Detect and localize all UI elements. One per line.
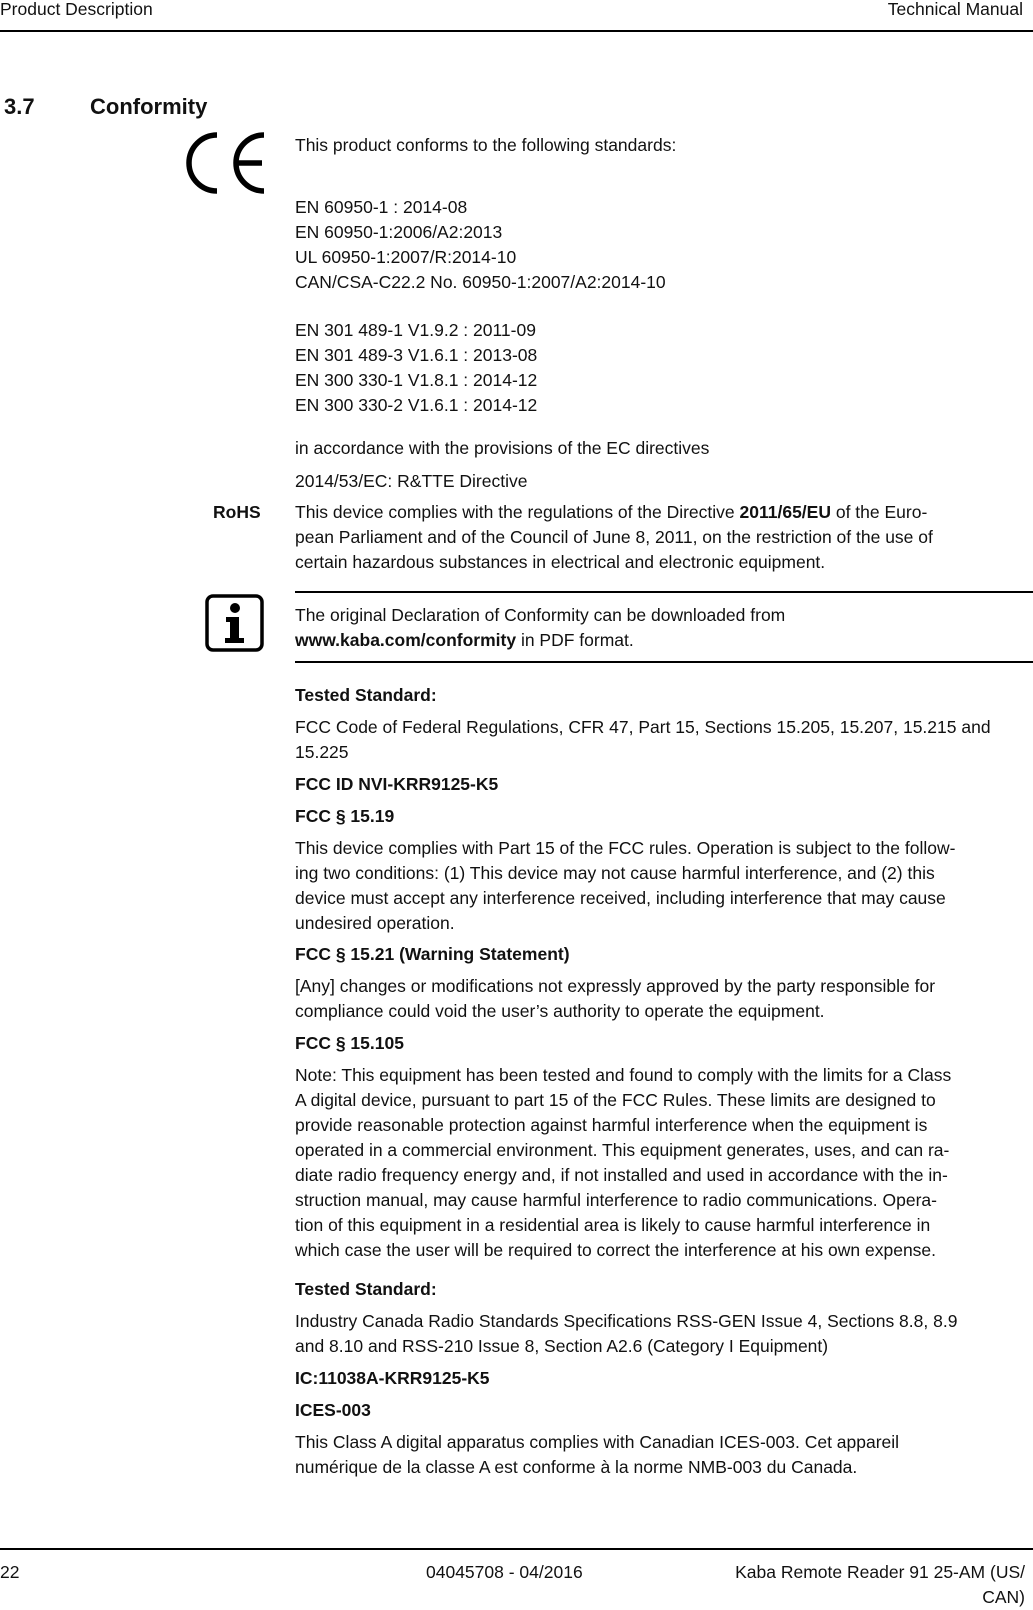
standard-item: EN 60950-1:2006/A2:2013: [295, 222, 503, 242]
standard-item: UL 60950-1:2007/R:2014-10: [295, 247, 517, 267]
fcc-tested-heading: Tested Standard:: [295, 685, 437, 705]
text-line: operated in a commercial environment. This equipment generates, uses, and can ra-: [295, 1140, 950, 1160]
text-line: [Any] changes or modifications not expressly approved by the party responsible for: [295, 976, 936, 996]
product-name-line: Kaba Remote Reader 91 25-AM (US/: [735, 1562, 1025, 1582]
text-line: and 8.10 and RSS-210 Issue 8, Section A2.6 (Category I Equipment): [295, 1336, 829, 1356]
fcc-15105-text: [295, 1063, 1031, 1263]
standard-item: EN 301 489-1 V1.9.2 : 2011-09: [295, 320, 536, 340]
footer-divider: [0, 1548, 1033, 1550]
conformity-link[interactable]: www.kaba.com/conformity: [295, 630, 517, 650]
rohs-label: RoHS: [213, 502, 261, 522]
rohs-text-line: pean Parliament and of the Council of June 8, 2011, on the restriction of the use of: [295, 527, 933, 547]
info-text-part: in PDF format.: [516, 630, 634, 650]
text-line: numérique de la classe A est conforme à la norme NMB-003 du Canada.: [295, 1457, 858, 1477]
rohs-text-part: This device complies with the regulations of the Directive: [295, 502, 740, 522]
ices-heading: ICES-003: [295, 1400, 371, 1420]
standard-item: EN 300 330-2 V1.6.1 : 2014-12: [295, 395, 538, 415]
ic-tested-heading: Tested Standard:: [295, 1279, 437, 1299]
ec-directive: 2014/53/EC: R&TTE Directive: [295, 471, 528, 491]
fcc-1519-heading: FCC § 15.19: [295, 806, 395, 826]
rohs-text: [295, 500, 1031, 575]
info-text: [295, 603, 1031, 653]
fcc-1521-text: [295, 974, 1031, 1024]
fcc-1519-text: [295, 836, 1031, 936]
product-name-line: CAN): [982, 1587, 1025, 1607]
product-name: [705, 1560, 1025, 1610]
info-icon: [205, 594, 264, 652]
text-line: struction manual, may cause harmful interference to radio communications. Opera-: [295, 1190, 937, 1210]
document-number: 04045708 - 04/2016: [426, 1562, 583, 1582]
fcc-id: FCC ID NVI-KRR9125-K5: [295, 774, 499, 794]
section-number: 3.7: [4, 94, 35, 119]
text-line: ing two conditions: (1) This device may not cause harmful interference, and (2) this: [295, 863, 935, 883]
text-line: 15.225: [295, 742, 349, 762]
header-divider: [0, 30, 1033, 32]
info-top-divider: [295, 591, 1033, 593]
info-text-line: The original Declaration of Conformity can be downloaded from: [295, 605, 786, 625]
ce-intro: This product conforms to the following standards:: [295, 135, 677, 155]
text-line: A digital device, pursuant to part 15 of the FCC Rules. These limits are designed to: [295, 1090, 936, 1110]
ce-mark-icon: [180, 130, 266, 196]
text-line: device must accept any interference received, including interference that may cause: [295, 888, 946, 908]
ic-tested-text: [295, 1309, 1031, 1359]
rohs-directive: 2011/65/EU: [739, 502, 831, 522]
standard-item: CAN/CSA-C22.2 No. 60950-1:2007/A2:2014-10: [295, 272, 666, 292]
standards-group-1: [295, 195, 1031, 295]
header-right: Technical Manual: [887, 0, 1023, 19]
text-line: This Class A digital apparatus complies with Canadian ICES-003. Cet appareil: [295, 1432, 900, 1452]
page-number: 22: [0, 1562, 20, 1582]
rohs-text-part: of the Euro-: [830, 502, 928, 522]
standards-group-2: [295, 318, 1031, 418]
standard-item: EN 300 330-1 V1.8.1 : 2014-12: [295, 370, 538, 390]
text-line: Industry Canada Radio Standards Specifications RSS-GEN Issue 4, Sections 8.8, 8.9: [295, 1311, 958, 1331]
ec-accordance: in accordance with the provisions of the EC directives: [295, 438, 710, 458]
section-title: Conformity: [90, 94, 208, 119]
text-line: which case the user will be required to correct the interference at his own expense.: [295, 1240, 937, 1260]
text-line: This device complies with Part 15 of the FCC rules. Operation is subject to the follow-: [295, 838, 956, 858]
fcc-tested-text: [295, 715, 1031, 765]
text-line: FCC Code of Federal Regulations, CFR 47, Part 15, Sections 15.205, 15.207, 15.215 and: [295, 717, 991, 737]
header-left: Product Description: [0, 0, 153, 19]
standard-item: EN 60950-1 : 2014-08: [295, 197, 468, 217]
standard-item: EN 301 489-3 V1.6.1 : 2013-08: [295, 345, 538, 365]
ices-text: [295, 1430, 1031, 1480]
fcc-1521-heading: FCC § 15.21 (Warning Statement): [295, 944, 570, 964]
text-line: diate radio frequency energy and, if not installed and used in accordance with the in-: [295, 1165, 948, 1185]
info-bottom-divider: [295, 661, 1033, 663]
rohs-text-line: certain hazardous substances in electrical and electronic equipment.: [295, 552, 826, 572]
text-line: tion of this equipment in a residential area is likely to cause harmful interference in: [295, 1215, 931, 1235]
text-line: Note: This equipment has been tested and found to comply with the limits for a Class: [295, 1065, 952, 1085]
fcc-15105-heading: FCC § 15.105: [295, 1033, 404, 1053]
text-line: undesired operation.: [295, 913, 455, 933]
ic-id: IC:11038A-KRR9125-K5: [295, 1368, 490, 1388]
text-line: provide reasonable protection against harmful interference when the equipment is: [295, 1115, 928, 1135]
text-line: compliance could void the user’s authority to operate the equipment.: [295, 1001, 825, 1021]
